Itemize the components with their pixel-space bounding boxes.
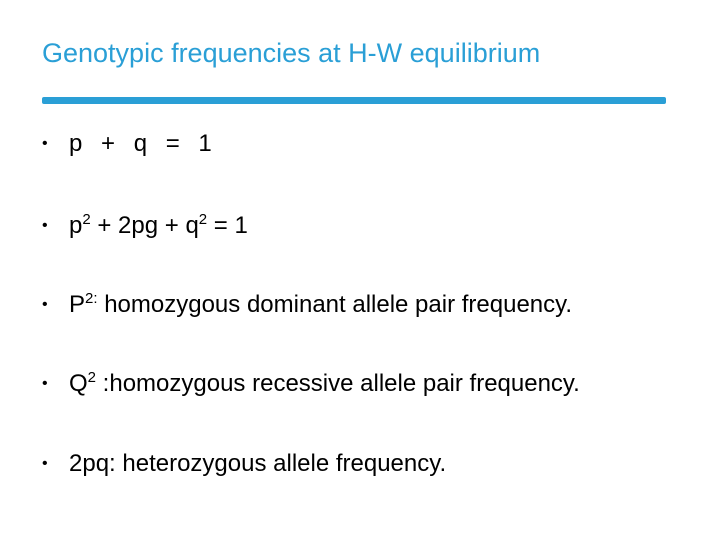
bullet-text-p: p bbox=[69, 212, 83, 239]
bullet-item bbox=[42, 369, 580, 399]
exponent: 2 bbox=[82, 211, 91, 228]
bullet-definition: homozygous dominant allele pair frequency. bbox=[97, 291, 573, 318]
bullet-text: 2pq: heterozygous allele frequency. bbox=[69, 450, 447, 477]
bullet-item bbox=[42, 449, 446, 479]
bullet-marker: • bbox=[42, 135, 48, 152]
exponent: 2 bbox=[198, 211, 208, 228]
bullet-marker: • bbox=[42, 375, 48, 392]
bullet-item bbox=[42, 129, 218, 159]
bullet-marker: • bbox=[42, 217, 48, 234]
bullet-item bbox=[42, 211, 248, 241]
bullet-text-mid: + 2pg + q bbox=[90, 212, 199, 239]
bullet-term: Q bbox=[69, 370, 88, 397]
bullet-definition: :homozygous recessive allele pair frequency. bbox=[96, 370, 580, 397]
title-underline bbox=[42, 97, 666, 104]
bullet-marker: • bbox=[42, 296, 48, 313]
exponent: 2 bbox=[87, 369, 97, 386]
bullet-text-end: = 1 bbox=[207, 212, 248, 239]
bullet-item bbox=[42, 290, 572, 320]
bullet-marker: • bbox=[42, 455, 48, 472]
exponent: 2: bbox=[85, 290, 98, 307]
bullet-term: P bbox=[69, 291, 86, 318]
bullet-text: p + q = 1 bbox=[69, 130, 218, 157]
slide-title: Genotypic frequencies at H-W equilibrium bbox=[42, 38, 541, 68]
